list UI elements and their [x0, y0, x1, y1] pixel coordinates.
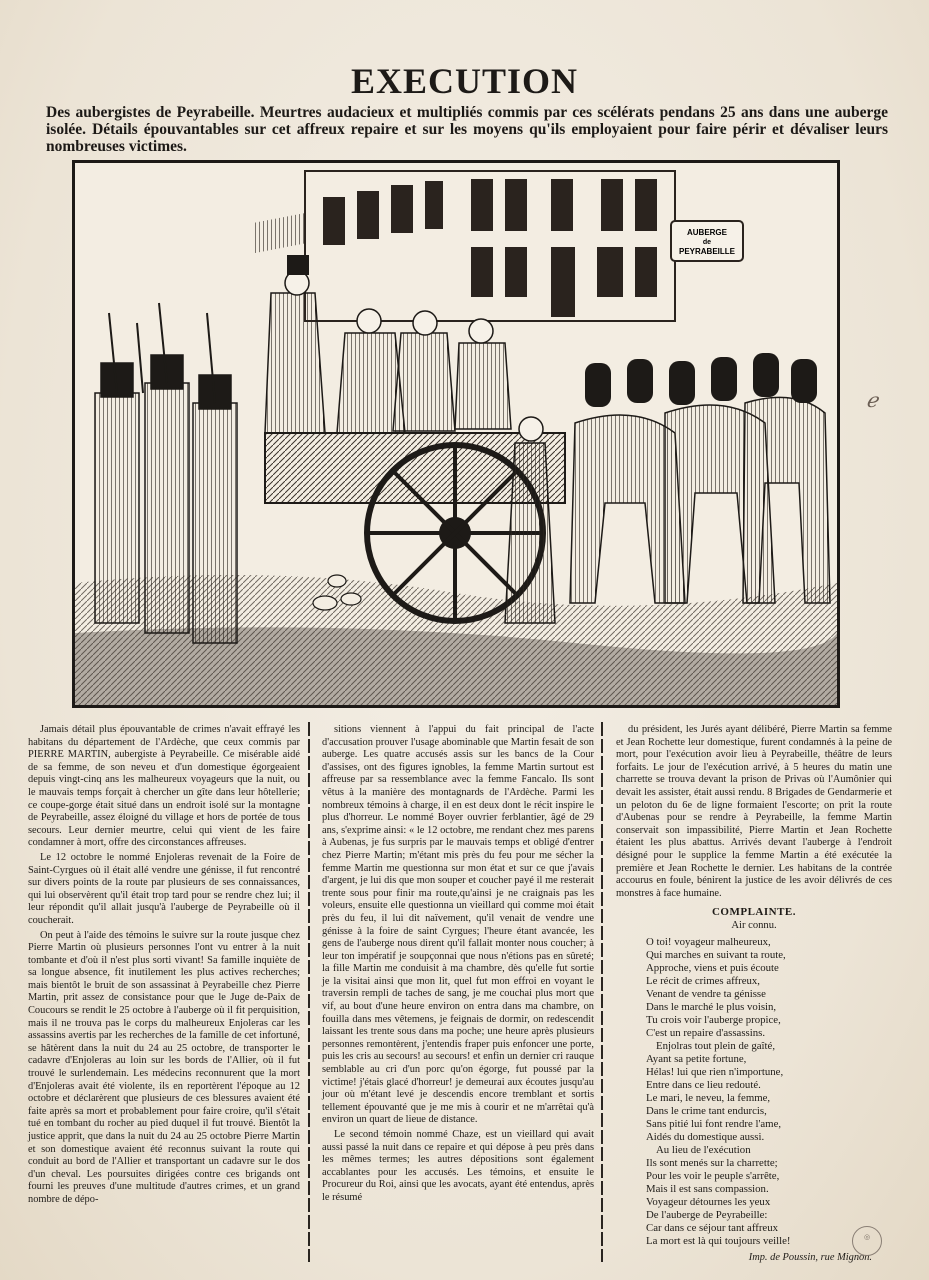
verse-line: C'est un repaire d'assassins.: [646, 1026, 766, 1039]
air-note: Air connu.: [731, 919, 777, 931]
column-divider: [601, 722, 603, 1262]
execution-scene-image: [75, 163, 837, 705]
column-divider: [308, 722, 310, 1262]
verse-line: Ils sont menés sur la charrette;: [646, 1156, 778, 1169]
text-column-1: [28, 724, 300, 1209]
verse-line: Dans le marché le plus voisin,: [646, 1000, 777, 1013]
complainte-title: COMPLAINTE.: [711, 906, 797, 919]
inn-sign-line2: de: [702, 239, 712, 246]
paragraph: sitions viennent à l'appui du fait principal de l'acte d'accusation prouver l'usage abominable que Martin fesait de son auberge. Les quatre accusés assis sur les bancs de la Cour d'assises, ont des figures ignobles, la femme Martin surtout est affreuse par sa ressemblance avec la femme Fancalo. Ils sont vêtus à la manière des montagnards de l'Ardèche. Parmi les nombreux témoins à charge, il en est deux dont le récit inspire le plus d'horreur. Le nommé Boyer ouvrier ferblantier, âgé de 29 ans, s'exprime ainsi: « le 12 octobre, me rendant chez mes parens à Aubenas, je fus surpris par le mauvais temps et obligé d'entrer chez Pierre Martin; m'étant mis près du feu pour me sécher la femme Martin me questionna sur mon état et sur ce que j'avais d'argent, je lui dis que mon souper et coucher payé il me resterait trente sous pour finir ma route,qu'ainsi je ne craignais pas les voleurs, ensuite elle questionna un vieillard qui comme moi était près du feu, il lui dit naïvement, qu'il venait de vendre une génisse à la foire de saint Cyrgues; l'heure étant avancée, les gens de l'auberge nous dirent qu'il fallait monter nous coucher; à leur ton impératif je soupçonnai que nous n'étions pas en sûreté; la fille Martin me conduisit à ma chambre, dès qu'elle fut sortie je la visitai ainsi que mon lit, quel fut mon effroi en voyant le traversin rempli de taches de sang, je me couchai plus mort que vif, au bout d'une heure environ on entra dans ma chambre, on fouilla dans mes vêtemens, je feignais de dormir, on redescendit laissant les trente sous dans ma poche; une heure après plusieurs personnes remontèrent, j'entendis fraper puis enfoncer une porte, puis les cris au secours! au secours! et enfin un dernier cri rauque semblable au cri d'un porc qu'on égorge, fut poussé par la victime! j'étais glacé d'horreur! je demeurai aux écoutes jusqu'au jour où m'étant levé je descendis encore tremblant et sortis tellement épouvanté que je me mis à courir et ne m'arrêtai qu'à environ un quart de lieue de distance.: [322, 724, 594, 1126]
verse-line: Approche, viens et puis écoute: [646, 961, 779, 974]
paragraph: du président, les Jurés ayant délibéré, Pierre Martin sa femme et Jean Rochette leur domestique, furent condamnés à la peine de mort, pour l'exécution avoir lieu à Peyrabeille, théâtre de leurs forfaits. Le jour de l'exécution arrivé, à 5 heures du matin une charrette se trouva devant la prison de Privas où l'Aumônier qui devait les assister, était aussi rendu. 8 Brigades de Gendarmerie et un peloton du 6e de ligne formaient l'escorte; on prit la route d'Aubenas pour se rendre à Peyrabeille, la femme Martin conservait son impassibilité, Pierre Martin et Jean Rochette étaient les plus abattus. Arrivés devant l'auberge à l'endroit désigné pour le supplice la femme Martin a été exécutée la première et Jean Rochette le dernier. Les habitans de la contrée accourus en foule, bénirent la justice de les avoir délivrés de ces monstres à face humaine.: [616, 724, 892, 899]
printer-imprint: Imp. de Poussin, rue Mignon.: [748, 1251, 872, 1263]
paragraph: Le 12 octobre le nommé Enjoleras revenait de la Foire de Saint-Cyrgues où il était allé vendre une génisse, il fut rencontré sur divers points de la route par plusieurs de ses connaissances, qui lui observèrent qu'il était trop tard pour se rendre chez lui; il leur répondit qu'il allait jusqu'à l'auberge de Peyrabeille où il coucherait.: [28, 851, 300, 926]
verse-line: Venant de vendre ta génisse: [646, 987, 766, 1000]
inn-sign-line1: AUBERGE: [686, 228, 728, 237]
inn-sign-line3: PEYRABEILLE: [678, 247, 736, 256]
verse-line: De l'auberge de Peyrabeille:: [646, 1208, 768, 1221]
verse-line: Tu crois voir l'auberge propice,: [646, 1013, 781, 1026]
verse-line: Voyageur détournes les yeux: [646, 1195, 771, 1208]
pencil-mark: ℯ: [866, 388, 878, 412]
paragraph: Jamais détail plus épouvantable de crimes n'avait effrayé les habitans du département de l'Ardèche, que ceux commis par PIERRE MARTIN, aubergiste à Peyrabeille. Ce misérable aidé de sa femme, de son neveu et d'un domestique égorgeaient depuis vingt-cinq ans les malheureux voyageurs que la nuit, ou le mauvais temps forçait à chercher un gîte dans leur hôtellerie; ce coupe-gorge était situé dans un endroit isolé sur la montagne de Peyrabeille, assez éloigné du village et hors de portée de tous secours. Leur dernier meurtre, celui qui vient de les faire condamner à mort, offre des circonstances affreuses.: [28, 724, 300, 849]
verse-line: Car dans ce séjour tant affreux: [646, 1221, 779, 1234]
text-column-3: [616, 724, 892, 1264]
verse-line: Le mari, le neveu, la femme,: [646, 1091, 771, 1104]
verse-line: La mort est là qui toujours veille!: [646, 1234, 791, 1247]
woodcut-illustration: [72, 160, 840, 708]
verse-line: Hélas! lui que rien n'importune,: [646, 1065, 784, 1078]
verse-line: Entre dans ce lieu redouté.: [646, 1078, 761, 1091]
verse-line: Mais il est sans compassion.: [646, 1182, 769, 1195]
verse-line: Dans le crime tant endurcis,: [646, 1104, 767, 1117]
complainte-verses: [616, 936, 892, 1248]
verse-line: Aidés du domestique aussi.: [646, 1130, 765, 1143]
page-title: EXECUTION: [350, 61, 579, 101]
text-column-2: [322, 724, 594, 1207]
verse-line: Pour les voir le peuple s'arrête,: [646, 1169, 780, 1182]
library-stamp: ◎: [852, 1226, 882, 1256]
verse-line: O toi! voyageur malheureux,: [646, 935, 771, 948]
verse-line: Enjolras tout plein de gaîté,: [656, 1039, 776, 1052]
verse-line: Au lieu de l'exécution: [656, 1143, 751, 1156]
verse-line: Sans pitié lui font rendre l'ame,: [646, 1117, 782, 1130]
verse-line: Qui marches en suivant ta route,: [646, 948, 786, 961]
page-subtitle: Des aubergistes de Peyrabeille. Meurtres audacieux et multipliés commis par ces scélérats pendans 25 ans dans une auberge isolée. Détails épouvantables sur cet affreux repaire et sur les moyens qu'ils employaient pour faire périr et dévaliser leurs nombreuses victimes.: [46, 104, 888, 155]
verse-line: Ayant sa petite fortune,: [646, 1052, 747, 1065]
paragraph: On peut à l'aide des témoins le suivre sur la route jusque chez Pierre Martin où plusieurs personnes l'ont vu entrer à la nuit tombante et d'où il n'est plus sorti vivant! Sa famille inquiète de sa longue absence, fit inutilement les plus actives recherches; mais bientôt le bruit de son assassinat à Peyrabeille chez Pierre Martin, prit assez de consistance pour que le Juge de-Paix de Coucours se rendit le 25 octobre à l'auberge où il fit perquisition, mais il ne trouva pas le corps du malheureux Enjoleras car les assassins avertis par les recherches de la famille de cet infortuné, se hâtèrent dans la nuit du 24 au 25 octobre, de transporter le cadavre d'Enjoleras au loin sur les bords de l'Allier, où il fut trouvé le surlendemain. Les médecins reconnurent que la mort d'Enjoleras avait été violente, ils en reportèrent l'époque au 12 octobre et déclarèrent que plusieurs de ces blessures avaient été faite après sa mort et probablement pour faire croire, qu'il s'était tué en tombant du rocher au pied duquel il fut trouvé. Bientôt la justice apprit, que dans la nuit du 24 au 25 octobre Pierre Martin et son domestique avaient été reconnus suivant la route qui conduit au bord de l'Allier et transportant un cadavre sur le dos d'un cheval. Les poursuites dirigées contre ces brigands ont fourni les preuves d'une multitude d'autres crimes, et un grand nombre de dépo-: [28, 929, 300, 1205]
verse-line: Le récit de crimes affreux,: [646, 974, 761, 987]
paragraph: Le second témoin nommé Chaze, est un vieillard qui avait aussi passé la nuit dans ce repaire et qui dépose à peu près dans les mêmes termes; les autres dépositions sont également accablantes pour les accusés. Les témoins, et ensuite le Procureur du Roi, ainsi que les avocats, ayant été entendus, après le résumé: [322, 1129, 594, 1203]
